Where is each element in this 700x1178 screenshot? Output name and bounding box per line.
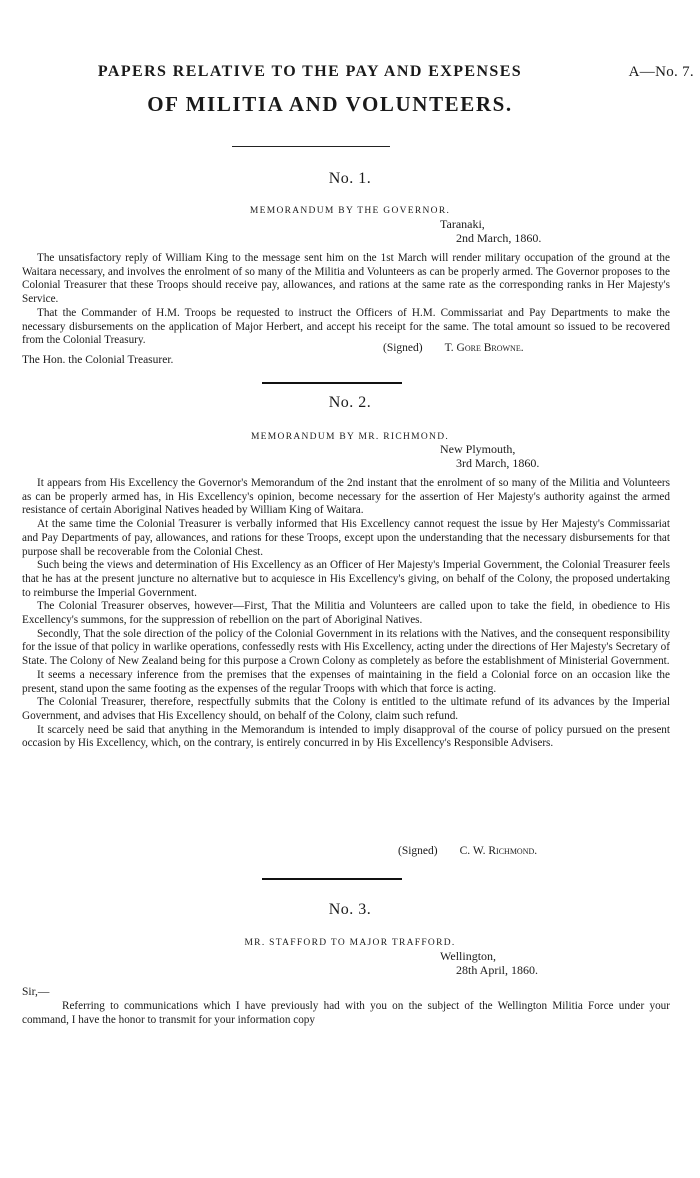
paragraph: At the same time the Colonial Treasurer is verbally informed that His Excellency cannot request the issue by Her Majesty's Commissariat and Pay Departments of pay, allowances, and rations for these Troops, except upon the understanding that the necessary disbursements for that purpose shall be recoverable from the Colonial Chest.: [22, 518, 670, 558]
address-place: Wellington,: [440, 949, 497, 963]
document-reference: A—No. 7.: [628, 64, 694, 80]
paragraph: The Colonial Treasurer observes, however—First, That the Militia and Volunteers are called upon to take the field, in obedience to His Excellency's summons, for the suppression of rebellion on the part of Aboriginal Natives.: [22, 600, 670, 627]
paragraph: The Colonial Treasurer, therefore, respectfully submits that the Colony is entitled to the ultimate refund of its advances by the Imperial Government, and advises that His Excellency should, on behalf of the Colony, claim such refund.: [22, 696, 670, 722]
paragraph: The unsatisfactory reply of William King to the message sent him on the 1st March will render military occupation of the ground at the Waitara necessary, and involves the enrolment of so many of the Militia and Volunteers as can be properly armed. The Governor proposes to the Colonial Treasurer that these Troops should receive pay, allowances, and rations at the same rate as the corresponding ranks in Her Majesty's Service.: [22, 252, 670, 306]
signatory-name: T. Gore Browne.: [444, 342, 524, 354]
section-heading-1: MEMORANDUM BY THE GOVERNOR.: [249, 206, 451, 216]
section-number-3: No. 3.: [328, 901, 372, 918]
document-title-line-1: PAPERS RELATIVE TO THE PAY AND EXPENSES: [97, 63, 523, 80]
paragraph: Secondly, That the sole direction of the policy of the Colonial Government in its relations with the Natives, and the consequent responsibility for the issue of that policy in warlike operations, confessedly rests with His Excellency, acting under the directions of Her Majesty's Secretary of State. The Colony of New Zealand being for this purpose a Crown Colony as completely as before the establishment of Ministerial Government.: [22, 627, 670, 668]
signed-label: (Signed): [398, 845, 438, 857]
address-place: Taranaki,: [440, 217, 485, 231]
signature-1: [383, 342, 524, 354]
section-address-1: [440, 217, 541, 245]
section-number-2: No. 2.: [328, 394, 372, 411]
section-body-1: [22, 252, 670, 348]
address-date: 28th April, 1860.: [456, 963, 539, 977]
section-heading-3: MR. STAFFORD TO MAJOR TRAFFORD.: [244, 938, 456, 948]
section-divider: [262, 878, 402, 880]
section-address-3: [440, 949, 538, 977]
paragraph: It seems a necessary inference from the premises that the expenses of maintaining in the field a Colonial force on an occasion like the present, stand upon the same footing as the expenses of the regular Troops with which that force is acting.: [22, 668, 670, 695]
signatory-name: C. W. Richmond.: [459, 845, 538, 857]
address-date: 3rd March, 1860.: [456, 456, 540, 470]
paragraph: Such being the views and determination of His Excellency as an Officer of Her Majesty's Imperial Government, the Colonial Treasurer feels that he has at the present juncture no alternative but to acquiesce in His Excellency's giving, on behalf of the Colony, the proposed undertaking to reimburse the Imperial Government.: [22, 559, 670, 599]
addressee: The Hon. the Colonial Treasurer.: [22, 354, 174, 366]
address-date: 2nd March, 1860.: [456, 231, 542, 245]
salutation: Sir,—: [22, 986, 50, 998]
section-number-1: No. 1.: [328, 170, 372, 187]
section-address-2: [440, 442, 539, 470]
signed-label: (Signed): [383, 342, 423, 354]
signature-2: [398, 845, 537, 857]
address-place: New Plymouth,: [440, 442, 516, 456]
paragraph: It scarcely need be said that anything in the Memorandum is intended to imply disapproval of the course of policy pursued on the present occasion by His Excellency, which, on the contrary, is entirely concurred in by His Excellency's Responsible Advisers.: [22, 723, 670, 750]
paragraph: That the Commander of H.M. Troops be requested to instruct the Officers of H.M. Commissariat and Pay Departments to make the necessary disbursements on the application of Major Herbert, and accept his receipt for the same. The total amount so issued to be recovered from the Colonial Treasury.: [22, 306, 670, 347]
section-divider: [262, 382, 402, 384]
paragraph: Referring to communications which I have previously had with you on the subject of the Wellington Militia Force under your command, I have the honor to transmit for your information copy: [22, 1000, 670, 1026]
paragraph: It appears from His Excellency the Governor's Memorandum of the 2nd instant that the enrolment of so many of the Militia and Volunteers as can be properly armed has, in His Excellency's opinion, become necessary for the assertion of Her Majesty's authority against the armed resistance of certain Aboriginal Natives headed by William King of Waitara.: [22, 477, 670, 517]
title-divider: [232, 146, 390, 147]
section-body-3: [22, 1000, 670, 1027]
document-title-line-2: OF MILITIA AND VOLUNTEERS.: [147, 92, 513, 116]
section-heading-2: MEMORANDUM BY MR. RICHMOND.: [250, 432, 450, 442]
section-body-2: [22, 477, 670, 751]
